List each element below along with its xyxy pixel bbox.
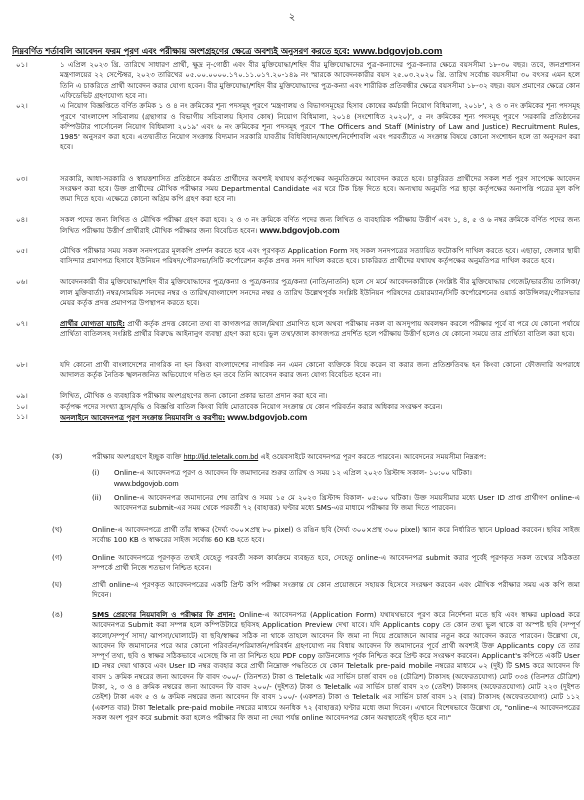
sub-item-gha — [12, 580, 580, 601]
page-number: ২ — [288, 12, 296, 23]
list-item — [12, 402, 580, 412]
sub-text: Online-এ আবেদনপত্রে প্রার্থী তাঁর স্বাক্ষর (দৈর্ঘ্য ৩০০×প্রস্থ ৮০ pixel) ও রঙিন ছবি (দৈর্ঘ্য ৩০০×প্রস্থ ৩০০ pixel) স্ক্যান করে নির্ধারিত স্থানে Upload করবেন। ছবির সাইজ সর্বোচ্চ 100 KB ও স্বাক্ষরের সাইজ সর্বোচ্চ 60 KB হতে হবে। — [92, 525, 580, 545]
application-link[interactable]: http://ljd.teletalk.com.bd — [183, 453, 259, 461]
conditions-list — [12, 60, 580, 423]
list-item — [12, 246, 580, 277]
item-text: সকল পদের জন্য লিখিত ও মৌখিক পরীক্ষা গ্রহণ করা হবে। ২ ও ৩ নং ক্রমিকে বর্ণিত পদের জন্য লিখিত ও ব্যবহারিক পরীক্ষায় উত্তীর্ণ এবং ১, ৪, ৫ ও ৬ নম্বর ক্রমিকে বর্ণিত পদের জন্য লিখিত পরীক্ষায় উত্তীর্ণ প্রার্থীরাই মৌখিক পরীক্ষার জন্য বিবেচিত হবেন। — [60, 214, 580, 236]
item-text: এ নিয়োগ বিজ্ঞপ্তিতে বর্ণিত ক্রমিক ১ ও ৪ নং ক্রমিকের শূন্য পদসমূহ পূরণে 'মন্ত্রণালয় ও বিভাগসমূহের হিসাব কোষের কর্মচারী নিয়োগ বিধিমালা, ২০১৮', ২ ও ৩ নং ক্রমিকের শূন্য পদসমূহ পূরণে 'বাংলাদেশ সচিবালয় (গ্রন্থাগার ও বিভাগীয় সচিবালয় হিসাব কোষ) নিয়োগ বিধিমালা, ২০১৪ (সংশোধিত ২০২০)', ৫ নং ক্রমিকের শূন্য পদসমূহ পূরণে 'সরকারি প্রতিষ্ঠানের কম্পিউটার পার্সোনেল নিয়োগ বিধিমালা ২০১৯' এবং ৬ নং ক্রমিকের শূন্য পদসমূহ পূরণে 'The Officers and Staff (Ministry of Law and Justice) Recruitment Rules, 1985' অনুসরণ করা হবে। এতদ্ব্যতীত নিয়োগ সংক্রান্ত বিদ্যমান সরকারি যাবতীয় বিধিবিধান/আদেশ/নির্দেশাবলি এবং পরবর্তীতে এ সংক্রান্ত বিষয়ে কোনো সংশোধন হলে তা অনুসরণ করা হবে। — [60, 101, 580, 152]
item-number: ০৯। — [16, 391, 28, 401]
list-item — [12, 391, 580, 401]
item-url[interactable]: www.bdgovjob.com — [259, 225, 340, 236]
sub-item-ga — [12, 553, 580, 574]
conditions-heading — [12, 45, 578, 59]
sub-text: Online আবেদনপত্রে পূরণকৃত তথ্যই যেহেতু পরবর্তী সকল কার্যক্রমে ব্যবহৃত হবে, সেহেতু online-এ আবেদনপত্র submit করার পূর্বেই পূরণকৃত সকল তথ্যের সঠিকতা সম্পর্কে প্রার্থী নিজে শতভাগ নিশ্চিত হবেন। — [92, 553, 580, 573]
list-item — [12, 60, 580, 101]
item-number: ০২। — [16, 101, 28, 111]
list-item — [12, 319, 580, 360]
item-url[interactable]: www.bdgovjob.com — [227, 411, 308, 422]
item-number: ০৫। — [16, 246, 28, 256]
item-number: ০৬। — [16, 277, 28, 287]
item-text: ১ এপ্রিল ২০২৩ খ্রি. তারিখে সাধারণ প্রার্থী, ক্ষুদ্র নৃ-গোষ্ঠী এবং বীর মুক্তিযোদ্ধা/শহিদ বীর মুক্তিযোদ্ধাদের পুত্র-কন্যাদের পুত্র-কন্যার ক্ষেত্রে বয়সসীমা ১৮-৩০ বছর। তবে, জনপ্রশাসন মন্ত্রণালয়ের ২২ সেপ্টেম্বর, ২০২৩ তারিখের ০৫.০০.০০০০.১৭০.১১.০১৭.২০-১৪৯ নং স্মারকে আবেদনকারীর বয়স ২৫.০৩.২০২০ খ্রি. তারিখ সর্বোচ্চ বয়সসীমা ৩০ বৎসর এমন হলে তিনি এ চাকরিতে প্রার্থী আবেদন করার যোগ্য হবেন। বীর মুক্তিযোদ্ধা/শহিদ বীর মুক্তিযোদ্ধাদের পুত্র-কন্যা এবং শারীরিক প্রতিবন্ধীর ক্ষেত্রে বয়সসীমা ১৮-৩২ বছর। বয়স প্রমাণের ক্ষেত্রে কোন এফিডেভিট গ্রহণযোগ্য হবে না। — [60, 60, 580, 100]
sub-intro-rest: এই ওয়েবসাইটে আবেদনপত্র পূরণ করতে পারবেন। আবেদনের সময়সীমা নিম্নরূপ: — [260, 452, 487, 461]
sub-label: (ক) — [52, 452, 63, 461]
heading-url[interactable]: www.bdgovjob.com — [352, 46, 443, 57]
list-item — [12, 412, 580, 423]
item-lead: অনলাইনে আবেদনপত্র পূরণ সংক্রান্ত নিয়মাবলি ও করণীয়: — [60, 412, 226, 422]
item-number: ০৮। — [16, 360, 28, 370]
watermark-url: www.bdgovjob.com — [114, 478, 179, 488]
list-item — [12, 360, 580, 391]
item-number: ০৪। — [16, 214, 28, 224]
roman-number: (i) — [92, 468, 100, 478]
conditions-heading-text: নিম্নবর্ণিত শর্তাবলি আবেদন ফরম পূরণ এবং পরীক্ষায় অংশগ্রহণের ক্ষেত্রে অবশ্যই অনুসরণ করতে হবে: — [12, 46, 351, 56]
sub-label: (ঘ) — [52, 580, 62, 589]
list-item — [12, 101, 580, 173]
sub-text: প্রার্থী online-এ পূরণকৃত আবেদনপত্রের একটি প্রিন্ট কপি পরীক্ষা সংক্রান্ত যে কোন প্রয়োজনে সহায়ক হিসেবে সংরক্ষণ করবেন এবং মৌখিক পরীক্ষার সময় এক কপি জমা দিবেন। — [92, 580, 580, 600]
deadline-start — [92, 468, 580, 489]
item-number: ০৩। — [16, 173, 28, 183]
deadline-end-text: Online-এ আবেদনপত্র জমাদানের শেষ তারিখ ও সময় ১৫ মে ২০২৩ খ্রিস্টাব্দ বিকাল- ০৫:০০ ঘটিকা। উক্ত সময়সীমার মধ্যে User ID প্রাপ্ত প্রার্থীগণ online-এ আবেদনপত্র submit-এর সময় থেকে পরবর্তী ৭২ (বাহাত্তর) ঘণ্টার মধ্যে SMS-এর মাধ্যমে পরীক্ষার ফি জমা দিতে পারবেন। — [114, 492, 580, 513]
item-number: ১০। — [16, 401, 28, 411]
sub-lead: SMS প্রেরণের নিয়মাবলি ও পরীক্ষার ফি প্রদান: — [92, 610, 236, 619]
item-lead: প্রার্থীর যোগ্যতা যাচাই: — [60, 318, 125, 328]
list-item — [12, 277, 580, 318]
item-text: যদি কোনো প্রার্থী বাংলাদেশের নাগরিক না হন কিংবা বাংলাদেশের নাগরিক নন এমন কোনো ব্যক্তিকে বিয়ে করেন বা করার জন্য প্রতিশ্রুতিবদ্ধ হন কিংবা কোনো ফৌজদারি অপরাধে আদালত কর্তৃক নৈতিক স্খলনজনিত অভিযোগে দণ্ডিত হন তবে তিনি আবেদন করার জন্য যোগ্য বিবেচিত হবেন না। — [60, 360, 580, 380]
item-text: আবেদনকারী বীর মুক্তিযোদ্ধা/শহিদ বীর মুক্তিযোদ্ধাদের পুত্র/কন্যা ও পুত্র/কন্যার পুত্র/কন্যা (নাতি/নাতনি) হলে সে মর্মে আবেদনকারীকে (সংশ্লিষ্ট বীর মুক্তিযোদ্ধার গেজেট/ভারতীয় তালিকা/লাল মুক্তিবার্তা) নম্বর/সাময়িক সনদের নম্বর ও তারিখ/বাংলাদেশ সনদের নম্বর ও তারিখ উল্লেখপূর্বক সংশ্লিষ্ট ইউনিয়ন পরিষদের চেয়ারম্যান/সিটি কর্পোরেশনের ওয়ার্ড কাউন্সিলর/পৌরসভার মেয়র কর্তৃক প্রদত্ত প্রমাণপত্র উপস্থাপন করতে হবে। — [60, 277, 580, 308]
sub-label: (ঙ) — [52, 610, 63, 619]
sub-label: (গ) — [52, 553, 63, 562]
item-number: ০১। — [16, 60, 28, 69]
deadline-end — [92, 493, 580, 514]
item-number: ০৭। — [16, 318, 28, 328]
item-number: ১১। — [16, 411, 28, 421]
item-text: কর্তৃপক্ষ পদের সংখ্যা হ্রাস/বৃদ্ধি ও বিজ্ঞপ্তি বাতিল কিংবা বিধি মোতাবেক নিয়োগ সংক্রান্ত যে কোন পরিবর্তন করার অধিকার সংরক্ষণ করেন। — [60, 401, 443, 411]
sub-item-umo — [12, 610, 580, 723]
item-text: প্রার্থী কর্তৃক প্রদত্ত কোনো তথ্য বা কাগজপত্র জাল/মিথ্যা প্রমাণিত হলে অথবা পরীক্ষায় নকল বা অসদুপায় অবলম্বন করলে পরীক্ষার পূর্বে বা পরে যে কোনো পর্যায়ে প্রার্থিতা বাতিলসহ সংশ্লিষ্ট প্রার্থীর বিরুদ্ধে আইনানুগ ব্যবস্থা গ্রহণ করা হবে। ভুল তথ্য/জাল কাগজপত্র প্রদর্শিত হলে পরীক্ষায় উত্তীর্ণ হলেও যে কোনো সময়ে তার প্রার্থিতা বাতিল করা হবে। — [60, 318, 580, 339]
sub-text: Online-এ আবেদনপত্র (Application Form) যথাযথভাবে পূরণ করে নির্দেশনা মতে ছবি এবং স্বাক্ষর upload করে আবেদনপত্র Submit করা সম্পন্ন হলে কম্পিউটারে ছবিসহ Application Preview দেখা যাবে। যদি Applicants copy তে কোন তথ্য ভুল থাকে বা অস্পষ্ট ছবি (সম্পূর্ণ কালো/সম্পূর্ণ সাদা/ ঝাপসা/ঘোলাটে) বা ছবি/স্বাক্ষর সঠিক না থাকে তাহলে আবেদন ফি জমা না দিয়ে প্রয়োজনে আবার নতুন করে আবেদন করতে পারবেন। উল্লেখ্য যে, আবেদন ফি জমাদানের পরে আর কোনো পরিবর্তন/পরিমার্জন/পরিবর্ধন গ্রহণযোগ্য নয় বিধায় আবেদন ফি জমাদানের পূর্বে প্রার্থী অবশ্যই উক্ত Applicants copy তে তার সম্পূর্ণ তথ্য, ছবি ও স্বাক্ষর সঠিকভাবে এসেছে কি না তা নিশ্চিত হয়ে PDF copy ডাউনলোড পূর্বক নিশ্চিত করে প্রিন্ট করে সংরক্ষণ করবেন। Applicant's কপিতে একটি User ID নম্বর দেয়া থাকবে এবং User ID নম্বর ব্যবহার করে প্রার্থী নিম্নোক্ত পদ্ধতিতে যে কোন Teletalk pre-paid mobile নম্বরের মাধ্যমে ০২ (দুই) টি SMS করে আবেদন ফি বাবদ ১ ক্রমিক নম্বরের জন্য আবেদন ফি বাবদ ৩০০/- (তিনশত) টাকা ও Teletalk এর সার্ভিস চার্জ বাবদ ৩৪ (চৌত্রিশ) টাকাসহ (অফেরতযোগ্য) মোট ৩৩৪ (তিনশত চৌত্রিশ) টাকা, ২, ৩ ও ৪ ক্রমিক নম্বরের জন্য আবেদন ফি বাবদ ২০০/- (দুইশত) টাকা ও Teletalk এর সার্ভিস চার্জ বাবদ ২৩ (তেইশ) টাকাসহ (অফেরতযোগ্য) মোট ২২৩ (দুইশত তেইশ) টাকা এবং ৫ ও ৬ ক্রমিক নম্বরের জন্য আবেদন ফি বাবদ ১০০/- (একশত) টাকা ও Teletalk এর সার্ভিস চার্জ বাবদ ১২ (বার) টাকাসহ (অফেরতযোগ্য) মোট ১১২ (একশত বার) টাকা Teletalk pre-paid mobile নম্বরের মাধ্যমে অনধিক ৭২ (বাহাত্তর) ঘণ্টার মধ্যে জমা দিবেন। এখানে বিশেষভাবে উল্লেখ্য যে, "online-এ আবেদনপত্রের সকল অংশ পূরণ করে submit করা হলেও পরীক্ষার ফি জমা না দেয়া পর্যন্ত online আবেদনপত্র কোন অবস্থাতেই গৃহীত হবে না।" — [92, 610, 581, 722]
item-text: সরকারি, আধা-সরকারি ও স্বায়ত্তশাসিত প্রতিষ্ঠানে কর্মরত প্রার্থীদের অবশ্যই যথাযথ কর্তৃপক্ষের অনুমতিক্রমে আবেদন করতে হবে। চাকুরিরত প্রার্থীদের সকল শর্ত পূরণ সাপেক্ষে আবেদন সংরক্ষণ করা হবে। উক্ত প্রার্থীদের মৌখিক পরীক্ষার সময় Departmental Candidate এর ঘরে টিক চিহ্ন দিতে হবে। অন্যথায় অনুমতি পত্র ছাড়া কর্তৃপক্ষের অনাপত্তি পত্রের মূল কপি জমা দিতে হবে। এক্ষেত্রে কোনো অগ্রিম কপি গ্রহণ করা হবে না। — [60, 173, 580, 204]
sub-item-kha — [12, 525, 580, 546]
sub-item-ka — [12, 452, 580, 513]
sub-label: (খ) — [52, 525, 63, 534]
list-item — [12, 215, 580, 246]
list-item — [12, 174, 580, 215]
item-text: লিখিত, মৌখিক ও ব্যবহারিক পরীক্ষায় অংশগ্রহণের জন্য কোনো প্রকার ভাতা প্রদান করা হবে না। — [60, 391, 328, 401]
sub-intro: পরীক্ষায় অংশগ্রহণে ইচ্ছুক ব্যক্তি — [92, 452, 182, 461]
item-text: মৌখিক পরীক্ষার সময় সকল সনদপত্রের মূলকপি প্রদর্শন করতে হবে এবং পূরণকৃত Application Form সহ সকল সনদপত্রের সত্যায়িত ফটোকপি দাখিল করতে হবে। এছাড়া, জেলার স্থায়ী বাসিন্দার প্রমাণপত্র হিসাবে ইউনিয়ন পরিষদ/পৌরসভা/সিটি কর্পোরেশন কর্তৃক প্রদত্ত সনদ দাখিল করতে হবে। চাকরিরত প্রার্থীদের যথাযথ কর্তৃপক্ষের অনুমতিপত্র দাখিল করতে হবে। — [60, 246, 580, 266]
deadline-start-text: Online-এ আবেদনপত্র পূরণ ও আবেদন ফি জমাদানের শুরুর তারিখ ও সময় ১২ এপ্রিল ২০২৩ খ্রিস্টাব্দ সকাল- ১০:০০ ঘটিকা। — [114, 468, 472, 478]
roman-number: (ii) — [92, 492, 102, 502]
